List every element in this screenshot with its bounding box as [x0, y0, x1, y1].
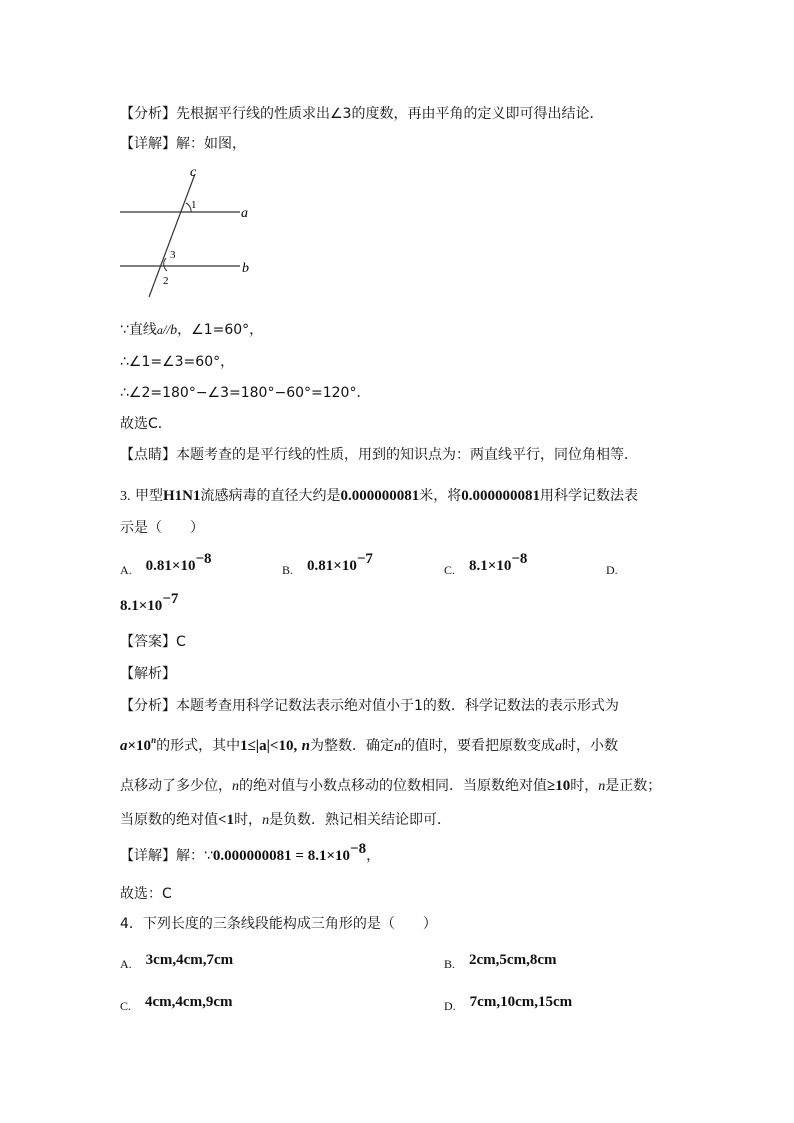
q3-option-a-label: A. [120, 563, 132, 577]
detail-expression: 0.000000081 = 8.1×10 [212, 848, 351, 864]
q4-option-b[interactable] [444, 950, 556, 974]
q4-option-a-value: 3cm,4cm,7cm [145, 952, 234, 968]
condition-expression: 1≤|a|<10, [240, 738, 298, 754]
q3-option-d[interactable] [120, 591, 179, 616]
q3-option-d-exp: −7 [162, 591, 179, 607]
q4-stem: 4．下列长度的三条线段能构成三角形的是（ ） [120, 916, 437, 932]
q4-option-b-label: B. [444, 957, 456, 971]
q3-option-a[interactable] [120, 551, 212, 580]
label-angle-3: 3 [170, 249, 176, 261]
choice-1: 故选C． [120, 416, 172, 432]
q3-option-b-label: B. [282, 563, 294, 577]
q3-option-a-value: 0.81×10 [145, 558, 196, 574]
parallel-symbol: // [162, 322, 171, 337]
lt-1: <1 [218, 812, 235, 828]
q4-option-d-label: D. [444, 999, 456, 1013]
l2-t1: 的形式，其中 [156, 738, 241, 754]
q3-value: 0.000000081 [340, 488, 420, 504]
form-expression: $a\times 10^n$ [120, 735, 157, 754]
q3-analysis-line1: 【分析】本题考查用科学记数法表示绝对值小于1的数．科学记数法的表示形式为 [120, 698, 619, 714]
q3-option-a-exp: −8 [195, 551, 212, 567]
q3-text-d: 用科学记数法表 [539, 488, 638, 504]
q3-stem-line1 [120, 486, 638, 507]
q3-stem-line2: 示是（ ） [120, 520, 204, 536]
q4-option-d-value: 7cm,10cm,15cm [469, 994, 573, 1010]
q3-virus: H1N1 [162, 488, 201, 504]
label-angle-1: 1 [191, 199, 197, 211]
q3-text-a: 甲型 [134, 488, 163, 504]
q4-option-c[interactable] [120, 992, 232, 1016]
detail-exp: −8 [350, 841, 367, 857]
l2-t3: 的值时，要看把原数变成 [401, 738, 556, 754]
q3-option-b[interactable] [282, 551, 373, 580]
q4-option-c-value: 4cm,4cm,9cm [145, 994, 233, 1010]
l2-n: n [394, 739, 402, 754]
q3-detail: 【详解】解：∵0.000000081 = $8.1\times 10^{-8}$， [120, 841, 381, 864]
step1-angle: ，∠1=60°， [177, 322, 264, 338]
q3-option-b-value: 0.81×10 [307, 558, 357, 574]
label-b: b [242, 261, 249, 276]
analysis-paragraph: 【分析】先根据平行线的性质求出∠3的度数，再由平角的定义即可得出结论． [120, 106, 604, 122]
q4-option-d[interactable] [444, 992, 572, 1016]
q3-value2: 0.000000081 [461, 488, 540, 504]
q3-analysis-line3: 点移动了多少位，n的绝对值与小数点移动的位数相同．当原数绝对值≥10时，n是正数； [120, 778, 662, 794]
q3-option-d-label: D. [606, 563, 618, 577]
label-c: c [190, 166, 197, 180]
q4-option-a-label: A. [120, 957, 132, 971]
angle-3-arc [164, 258, 167, 271]
detail-intro: 【详解】解：如图， [120, 136, 246, 152]
q3-option-d-value: 8.1×10 [120, 598, 163, 614]
q3-text-c: 米，将 [419, 488, 462, 504]
parallel-lines-figure [116, 166, 266, 302]
step1-a: a [156, 323, 163, 337]
q4-option-c-label: C. [120, 999, 132, 1013]
q3-analysis-line2 [120, 736, 618, 757]
l2-a: a [555, 739, 563, 754]
step-3: ∴∠2=180°−∠3=180°−60°=120°． [120, 385, 371, 401]
label-angle-2: 2 [163, 275, 169, 287]
ge-10: ≥10 [547, 778, 571, 794]
step1-text: ∵直线 [120, 322, 157, 338]
q3-option-c-exp: −8 [511, 551, 528, 567]
step1-b: b [170, 323, 178, 338]
q3-option-c[interactable] [444, 551, 528, 580]
q3-option-d-label-wrap[interactable] [606, 556, 632, 580]
condition-n: n [301, 738, 311, 754]
q3-option-b-exp: −7 [356, 551, 373, 567]
q3-choice: 故选：C [120, 886, 172, 902]
l2-t2: 为整数．确定 [310, 738, 395, 754]
line-c [149, 174, 195, 297]
q3-option-c-value: 8.1×10 [469, 558, 512, 574]
q3-option-c-label: C. [444, 563, 456, 577]
q4-option-a[interactable] [120, 950, 233, 974]
q4-option-b-value: 2cm,5cm,8cm [469, 952, 557, 968]
step-2: ∴∠1=∠3=60°， [120, 354, 235, 370]
l2-t4: 时，小数 [562, 738, 619, 754]
label-a: a [241, 206, 248, 221]
q3-text-b: 流感病毒的直径大约是 [200, 488, 341, 504]
comment-1: 【点睛】本题考查的是平行线的性质，用到的知识点为：两直线平行，同位角相等． [120, 447, 638, 463]
q3-answer: 【答案】C [120, 634, 186, 650]
q3-analysis-line4: 当原数的绝对值<1时，n是负数．熟记相关结论即可． [120, 812, 452, 828]
step-1 [120, 320, 263, 341]
q3-jiexi: 【解析】 [120, 666, 176, 682]
q3-number: 3. [120, 489, 131, 504]
